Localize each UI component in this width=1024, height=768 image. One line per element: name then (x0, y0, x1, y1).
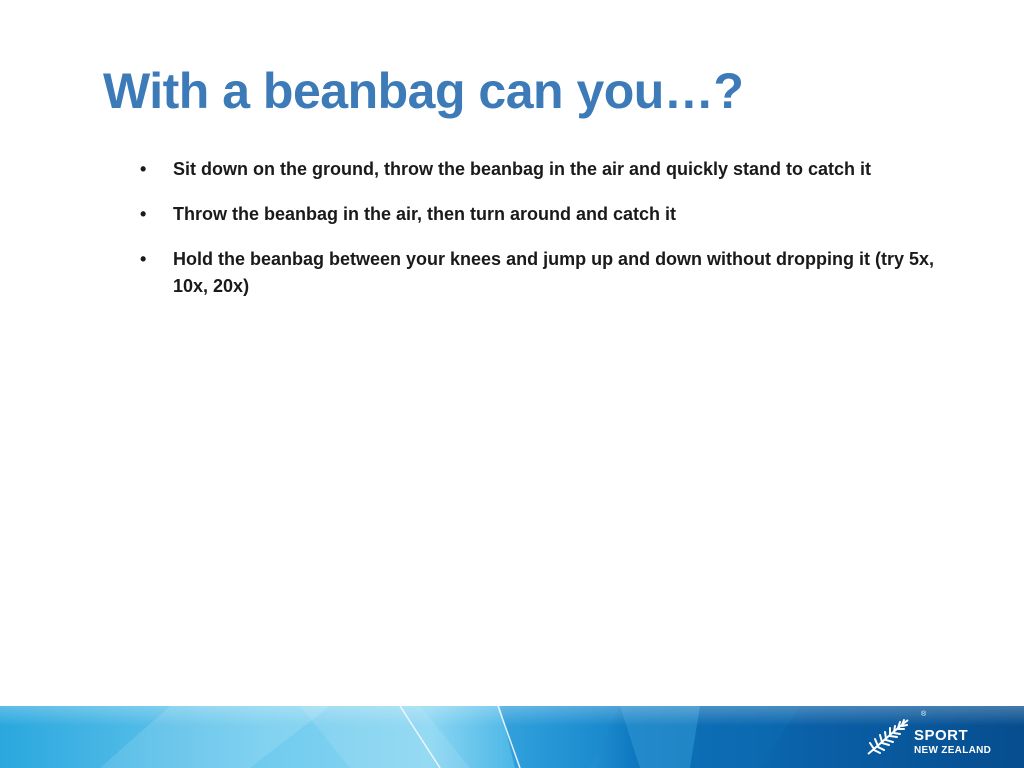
bullet-item (140, 156, 960, 183)
logo-text-new-zealand: NEW ZEALAND (914, 745, 992, 756)
bullet-dot-icon: • (140, 204, 147, 224)
registered-mark: ® (921, 711, 927, 718)
sport-nz-logo (864, 708, 1004, 760)
bullet-text: Throw the beanbag in the air, then turn around and catch it (173, 204, 677, 224)
bullet-item (140, 201, 960, 228)
bullet-text: Sit down on the ground, throw the beanbag in the air and quickly stand to catch it (173, 159, 872, 179)
silver-fern-icon (864, 714, 912, 758)
bullet-text: Hold the beanbag between your knees and jump up and down without dropping it (try 5x, 10x, 20x) (173, 249, 935, 296)
slide-title: With a beanbag can you…? (103, 63, 744, 119)
footer-band (0, 706, 1024, 768)
bullet-dot-icon: • (140, 249, 147, 269)
bullet-dot-icon: • (140, 159, 147, 179)
bullet-list (140, 156, 960, 318)
bullet-item (140, 246, 960, 300)
logo-text-sport: SPORT (914, 727, 969, 744)
